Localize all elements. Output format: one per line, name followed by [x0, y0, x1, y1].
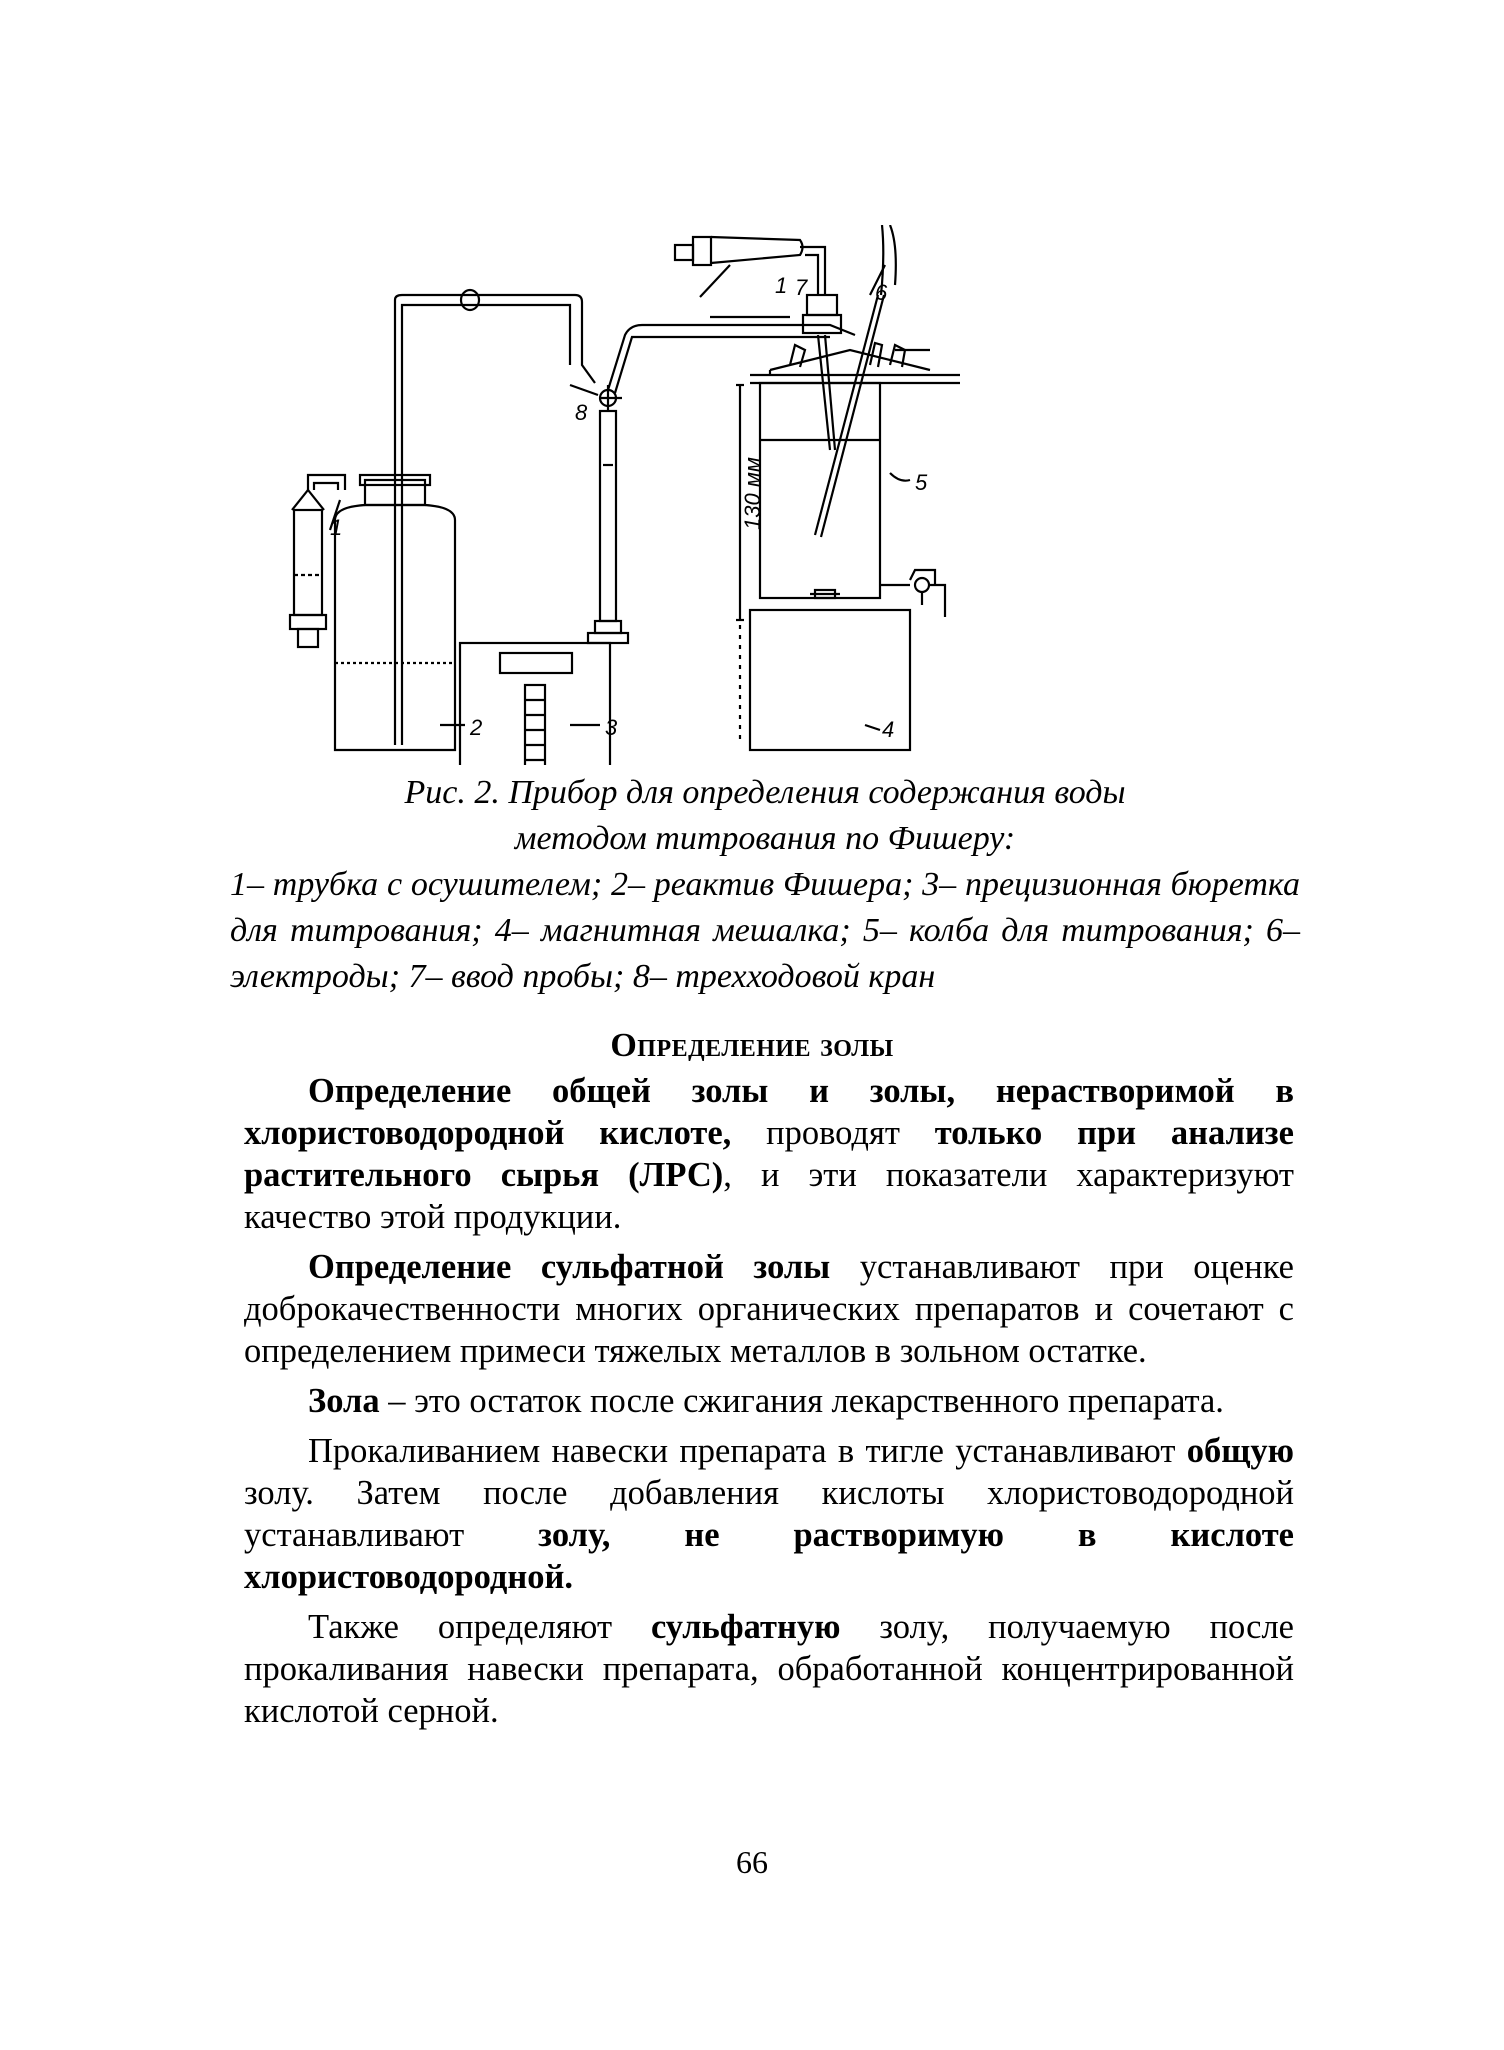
p4-text-2: золу. Затем после добавления кислоты хлористоводородной устанавливают: [244, 1474, 1294, 1554]
label-1-top: 1: [775, 273, 788, 298]
drying-tube-left: [290, 475, 345, 647]
label-130mm: 130 мм: [740, 457, 765, 530]
label-8: 8: [575, 400, 588, 425]
reagent-bottle: [335, 290, 595, 750]
label-5: 5: [915, 470, 928, 495]
p1-bold-1: Определение общей золы и золы, нерастворимой в хлористоводородной кислоте,: [244, 1072, 1294, 1152]
dimension-130mm: [736, 385, 744, 745]
paragraph-2: [244, 1246, 1294, 1372]
label-7: 7: [795, 275, 808, 300]
p4-bold-2: золу, не растворимую в кислоте хлористоводородной.: [244, 1516, 1294, 1596]
label-4: 4: [882, 717, 895, 742]
caption-title-line1: Рис. 2. Прибор для определения содержания воды: [404, 774, 1126, 811]
caption-legend: 1– трубка с осушителем; 2– реактив Фишера; 3– прецизионная бюретка для титрования; 4– магнитная мешалка; 5– колба для титрования; 6– электроды; 7– ввод пробы; 8– трехходовой кран: [230, 866, 1300, 995]
fischer-apparatus-diagram: [270, 225, 1070, 765]
section-title-text: Определение золы: [610, 1027, 894, 1064]
body-text: [244, 1070, 1294, 1740]
label-6: 6: [875, 280, 888, 305]
label-2: 2: [470, 715, 483, 740]
apparatus-figure: [270, 225, 1070, 765]
figure-caption: [230, 770, 1300, 1000]
paragraph-4: [244, 1430, 1294, 1598]
p3-text-1: – это остаток после сжигания лекарственного препарата.: [379, 1382, 1224, 1420]
p3-bold-1: Зола: [308, 1382, 380, 1420]
p4-bold-1: общую: [1186, 1432, 1294, 1470]
page-number: 66: [736, 1844, 768, 1880]
p1-text-2: , и эти показатели характеризуют качество этой продукции.: [244, 1156, 1295, 1236]
p5-text-2: золу, получаемую после прокаливания навески препарата, обработанной концентрированной кислотой серной.: [244, 1608, 1294, 1730]
paragraph-1: [244, 1070, 1294, 1238]
p4-text-1: Прокаливанием навески препарата в тигле устанавливают: [308, 1432, 1187, 1470]
p1-text-1: проводят: [731, 1114, 935, 1152]
titration-flask: [750, 225, 960, 750]
label-3: 3: [605, 715, 618, 740]
drying-tube-top: [675, 237, 841, 333]
p2-bold-1: Определение сульфатной золы: [308, 1248, 831, 1286]
p5-text-1: Также определяют: [308, 1608, 651, 1646]
label-1-left: 1: [330, 515, 343, 540]
p1-bold-2: только при анализе растительного сырья (ЛРС): [244, 1114, 1294, 1194]
burette-assembly: [460, 325, 855, 765]
paragraph-5: [244, 1606, 1294, 1732]
p2-text-1: устанавливают при оценке доброкачественности многих органических препаратов и сочетают с определением примеси тяжелых металлов в зольном остатке.: [244, 1248, 1294, 1370]
paragraph-3: [244, 1380, 1294, 1422]
leader-lines: [330, 265, 930, 730]
caption-title-line2: методом титрования по Фишеру:: [514, 820, 1016, 857]
p5-bold-1: сульфатную: [650, 1608, 841, 1646]
section-title: [0, 1027, 1504, 1065]
